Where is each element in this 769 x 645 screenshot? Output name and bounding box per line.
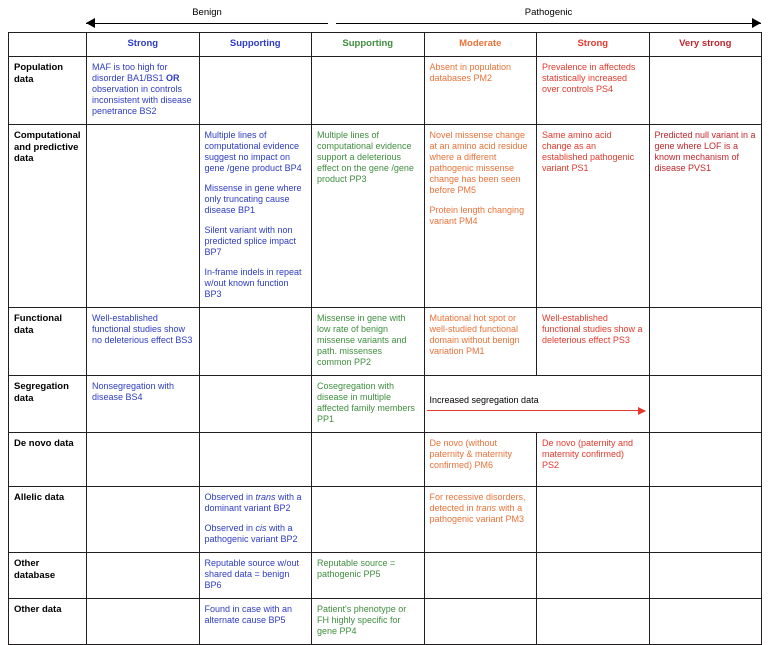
row-header-functional-data: Functional data	[9, 308, 87, 376]
criterion-text: For recessive disorders, detected in trans with a pathogenic variant PM3	[429, 492, 526, 524]
cell-segregation-benign-supporting	[199, 376, 312, 433]
cell-functional-benign-strong	[87, 308, 200, 376]
cell-functional-pathogenic-verystrong	[649, 308, 762, 376]
pathogenic-arrow-icon	[752, 18, 761, 28]
cell-denovo-benign-supporting	[199, 433, 312, 487]
cell-allelic-benign-strong	[87, 487, 200, 553]
criterion-text: Missense in gene with low rate of benign missense variants and path. missenses common PP2	[317, 313, 407, 367]
cell-computational-benign-strong	[87, 125, 200, 308]
criterion-text: Reputable source w/out shared data = benign BP6	[204, 558, 300, 590]
row-header-computational-data: Computational and predictive data	[9, 125, 87, 308]
row-header-population-data: Population data	[9, 57, 87, 125]
cell-denovo-pathogenic-moderate	[424, 433, 537, 487]
benign-axis-line	[86, 23, 328, 24]
criterion-text: Predicted null variant in a gene where LOF is a known mechanism of disease PVS1	[654, 130, 756, 173]
cell-computational-pathogenic-strong	[537, 125, 650, 308]
row-header-segregation-data: Segregation data	[9, 376, 87, 433]
table-row	[9, 433, 762, 487]
table-row	[9, 599, 762, 645]
cell-functional-benign-supporting	[199, 308, 312, 376]
criterion-text: MAF is too high for disorder BA1/BS1 OR observation in controls inconsistent with disease penetrance BS2	[92, 62, 192, 116]
criterion-text: Prevalence in affecteds statistically increased over controls PS4	[542, 62, 636, 94]
cell-functional-pathogenic-strong	[537, 308, 650, 376]
benign-arrow-icon	[86, 18, 95, 28]
criterion-text: Observed in trans with a dominant variant BP2	[204, 492, 302, 513]
benign-axis-label: Benign	[186, 7, 228, 18]
cell-population-pathogenic-strong	[537, 57, 650, 125]
criterion-text: Same amino acid change as an established pathogenic variant PS1	[542, 130, 635, 173]
table-row	[9, 376, 762, 433]
criterion-text: Patient's phenotype or FH highly specific for gene PP4	[317, 604, 407, 636]
table-row	[9, 125, 762, 308]
cell-denovo-pathogenic-supporting	[312, 433, 425, 487]
cell-allelic-benign-supporting	[199, 487, 312, 553]
cell-allelic-pathogenic-strong	[537, 487, 650, 553]
cell-otherdb-benign-supporting	[199, 553, 312, 599]
criterion-text: Absent in population databases PM2	[429, 62, 512, 83]
cell-otherdata-pathogenic-verystrong	[649, 599, 762, 645]
benign-axis-group	[86, 7, 328, 30]
column-header-blank	[9, 33, 87, 57]
cell-segregation-pathogenic-supporting	[312, 376, 425, 433]
column-header-benign-supporting: Supporting	[199, 33, 312, 57]
column-header-pathogenic-moderate: Moderate	[424, 33, 537, 57]
cell-computational-pathogenic-verystrong	[649, 125, 762, 308]
cell-computational-pathogenic-supporting	[312, 125, 425, 308]
cell-denovo-benign-strong	[87, 433, 200, 487]
cell-segregation-benign-strong	[87, 376, 200, 433]
cell-otherdb-pathogenic-moderate	[424, 553, 537, 599]
cell-functional-pathogenic-moderate	[424, 308, 537, 376]
criterion-text: Mutational hot spot or well-studied functional domain without benign variation PM1	[429, 313, 520, 356]
evidence-matrix-table	[8, 32, 762, 645]
cell-segregation-pathogenic-verystrong	[649, 376, 762, 433]
cell-computational-benign-supporting	[199, 125, 312, 308]
segregation-arrow-icon	[427, 410, 645, 411]
cell-population-pathogenic-supporting	[312, 57, 425, 125]
row-header-allelic-data: Allelic data	[9, 487, 87, 553]
table-body	[9, 57, 762, 645]
column-header-pathogenic-strong: Strong	[537, 33, 650, 57]
criterion-text: Reputable source = pathogenic PP5	[317, 558, 396, 579]
cell-population-benign-supporting	[199, 57, 312, 125]
row-header-de-novo-data: De novo data	[9, 433, 87, 487]
criterion-text: Well-established functional studies show no deleterious effect BS3	[92, 313, 193, 345]
cell-population-pathogenic-moderate	[424, 57, 537, 125]
cell-otherdata-benign-supporting	[199, 599, 312, 645]
pathogenic-axis-label: Pathogenic	[519, 7, 579, 18]
strength-axis-band	[86, 6, 753, 32]
criterion-text: Found in case with an alternate cause BP5	[204, 604, 293, 625]
criterion-text: Observed in cis with a pathogenic variant BP2	[204, 523, 298, 544]
cell-otherdb-pathogenic-verystrong	[649, 553, 762, 599]
column-header-benign-strong: Strong	[87, 33, 200, 57]
cell-otherdb-pathogenic-supporting	[312, 553, 425, 599]
cell-population-benign-strong	[87, 57, 200, 125]
cell-otherdata-pathogenic-supporting	[312, 599, 425, 645]
cell-denovo-pathogenic-strong	[537, 433, 650, 487]
cell-otherdata-pathogenic-strong	[537, 599, 650, 645]
criterion-text: Multiple lines of computational evidence suggest no impact on gene /gene product BP4	[204, 130, 302, 173]
criterion-text: Cosegregation with disease in multiple affected family members PP1	[317, 381, 415, 424]
column-header-pathogenic-supporting: Supporting	[312, 33, 425, 57]
criterion-text: Well-established functional studies show a deleterious effect PS3	[542, 313, 643, 345]
table-row	[9, 487, 762, 553]
table-row	[9, 57, 762, 125]
segregation-annotation-label: Increased segregation data	[429, 395, 539, 405]
cell-computational-pathogenic-moderate	[424, 125, 537, 308]
cell-otherdata-pathogenic-moderate	[424, 599, 537, 645]
cell-otherdb-pathogenic-strong	[537, 553, 650, 599]
table-header-row	[9, 33, 762, 57]
table-row	[9, 308, 762, 376]
criterion-text: Multiple lines of computational evidence support a deleterious effect on the gene /gene product PP3	[317, 130, 414, 184]
criterion-text: Protein length changing variant PM4	[429, 205, 525, 226]
criterion-text: Missense in gene where only truncating cause disease BP1	[204, 183, 302, 215]
cell-allelic-pathogenic-moderate	[424, 487, 537, 553]
criterion-text: Nonsegregation with disease BS4	[92, 381, 175, 402]
cell-allelic-pathogenic-supporting	[312, 487, 425, 553]
criterion-text: Silent variant with non predicted splice impact BP7	[204, 225, 297, 257]
cell-functional-pathogenic-supporting	[312, 308, 425, 376]
cell-otherdata-benign-strong	[87, 599, 200, 645]
table-row	[9, 553, 762, 599]
pathogenic-axis-line	[336, 23, 761, 24]
row-header-other-database: Other database	[9, 553, 87, 599]
cell-segregation-increased-span	[424, 376, 649, 433]
column-header-pathogenic-verystrong: Very strong	[649, 33, 762, 57]
cell-allelic-pathogenic-verystrong	[649, 487, 762, 553]
criterion-text: Novel missense change at an amino acid residue where a different pathogenic missense change has been seen before PM5	[429, 130, 528, 195]
row-header-other-data: Other data	[9, 599, 87, 645]
criterion-text: In-frame indels in repeat w/out known function BP3	[204, 267, 302, 299]
criterion-text: De novo (without paternity & maternity confirmed) PM6	[429, 438, 513, 470]
cell-population-pathogenic-verystrong	[649, 57, 762, 125]
criterion-text: De novo (paternity and maternity confirmed) PS2	[542, 438, 634, 470]
cell-denovo-pathogenic-verystrong	[649, 433, 762, 487]
cell-otherdb-benign-strong	[87, 553, 200, 599]
pathogenic-axis-group	[336, 7, 761, 30]
